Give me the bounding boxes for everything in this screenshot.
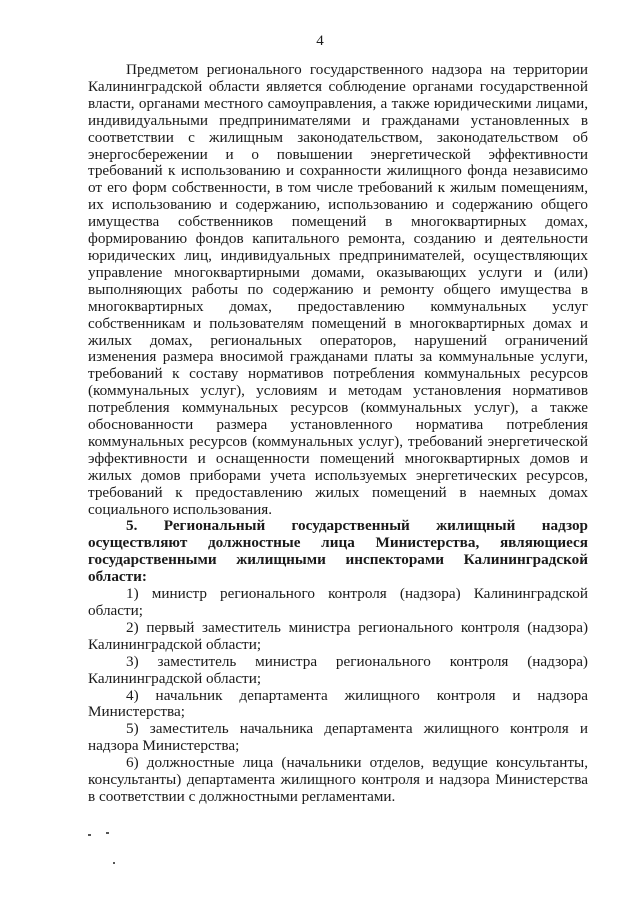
list-item-2: 2) первый заместитель министра регионального контроля (надзора) Калининградской области; (88, 618, 588, 653)
paragraph-subject: Предметом регионального государственного надзора на территории Калининградской области является соблюдение органами государственной власти, органами местного самоуправления, а также юридическими лицами, индивидуальными предпринимателями и гражданами установленных в соответствии с жилищным законодательством, законодательством об энергосбережении и о повышении энергетической эффективности требований к использованию и сохранности жилищного фонда независимо от его форм собственности, в том числе требований к жилым помещениям, их использованию и содержанию, использованию и содержанию общего имущества собственников помещений в многоквартирных домах, формированию фондов капитального ремонта, созданию и деятельности юридических лиц, индивидуальных предпринимателей, осуществляющих управление многоквартирными домами, оказывающих услуги и (или) выполняющих работы по содержанию и ремонту общего имущества в многоквартирных домах, предоставлению коммунальных услуг собственникам и пользователям помещений в многоквартирных домах и жилых домах, региональных операторов, нарушений ограничений изменения размера вносимой гражданами платы за коммунальные услуги, требований к составу нормативов потребления коммунальных ресурсов (коммунальных услуг), условиям и методам установления нормативов потребления коммунальных ресурсов (коммунальных услуг), а также обоснованности размера установленного норматива потребления коммунальных ресурсов (коммунальных услуг), требований энергетической эффективности и оснащенности помещений многоквартирных домов и жилых домов приборами учета используемых энергетических ресурсов, требований к предоставлению жилых помещений в наемных домах социального использования. (88, 61, 588, 518)
scan-speck (88, 834, 91, 836)
document-body (88, 62, 588, 806)
list-item-5: 5) заместитель начальника департамента жилищного контроля и надзора Министерства; (88, 720, 588, 755)
page-number: 4 (316, 33, 324, 49)
list-item-6: 6) должностные лица (начальники отделов, ведущие консультанты, консультанты) департамента жилищного контроля и надзора Министерства в соответствии с должностными регламентами. (88, 754, 588, 805)
list-item-4: 4) начальник департамента жилищного контроля и надзора Министерства; (88, 686, 588, 721)
list-item-1: 1) министр регионального контроля (надзора) Калининградской области; (88, 585, 588, 619)
scan-speck (113, 862, 115, 864)
paragraph-point-5: 5. Региональный государственный жилищный надзор осуществляют должностные лица Министерства, являющиеся государственными жилищными инспекторами Калининградской области: (88, 517, 588, 586)
list-item-3: 3) заместитель министра регионального контроля (надзора) Калининградской области; (88, 652, 588, 687)
scan-speck (106, 832, 109, 834)
